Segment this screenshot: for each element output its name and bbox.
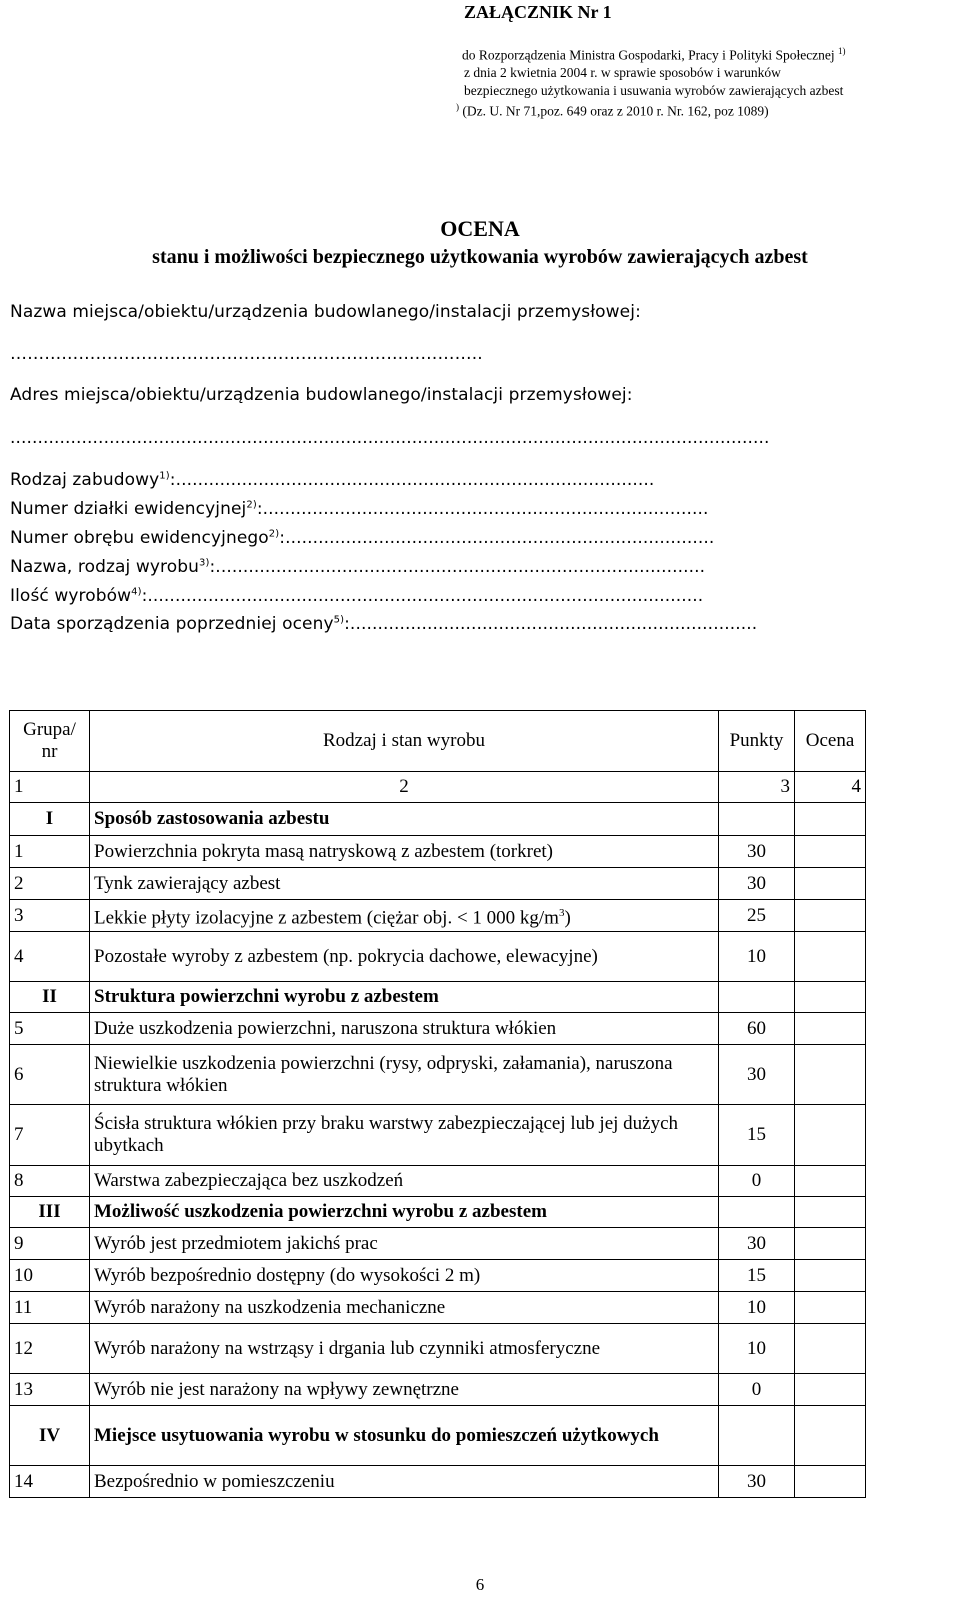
header-type: Rodzaj i stan wyrobu bbox=[90, 711, 719, 772]
row-description: Tynk zawierający azbest bbox=[90, 868, 719, 900]
row-grade-cell[interactable] bbox=[795, 1324, 866, 1374]
row-points: 60 bbox=[719, 1013, 795, 1045]
object-address-field[interactable]: .......................................................................................................................................... bbox=[10, 428, 770, 448]
table-row bbox=[10, 1324, 866, 1374]
row-points: 30 bbox=[719, 868, 795, 900]
row-number: 10 bbox=[10, 1260, 90, 1292]
table-row bbox=[10, 1466, 866, 1498]
row-number: 7 bbox=[10, 1105, 90, 1166]
row-points bbox=[719, 1406, 795, 1466]
row-grade-cell[interactable] bbox=[795, 868, 866, 900]
table-row bbox=[10, 1105, 866, 1166]
attachment-line-4: ) (Dz. U. Nr 71,poz. 649 oraz z 2010 r. Nr. 162, poz 1089) bbox=[456, 102, 769, 119]
previous-assessment-date-field[interactable]: Data sporządzenia poprzedniej oceny$^{5)}$:.......................................................................... bbox=[10, 614, 758, 634]
table-header-row bbox=[10, 711, 866, 772]
row-points bbox=[719, 1197, 795, 1228]
row-grade-cell[interactable] bbox=[795, 1013, 866, 1045]
row-description: Wyrób nie jest narażony na wpływy zewnętrzne bbox=[90, 1374, 719, 1406]
table-row bbox=[10, 1045, 866, 1105]
row-grade-cell[interactable] bbox=[795, 1292, 866, 1324]
table-row bbox=[10, 836, 866, 868]
table-row bbox=[10, 1374, 866, 1406]
quantity-field[interactable]: Ilość wyrobów$^{4)}$:..................................................................................................... bbox=[10, 586, 704, 606]
attachment-line-3: bezpiecznego użytkowania i usuwania wyrobów zawierających azbest bbox=[464, 82, 844, 98]
table-row bbox=[10, 1260, 866, 1292]
table-row bbox=[10, 1166, 866, 1197]
row-points: 10 bbox=[719, 1292, 795, 1324]
row-description: Pozostałe wyroby z azbestem (np. pokrycia dachowe, elewacyjne) bbox=[90, 932, 719, 982]
table-numbering-row bbox=[10, 772, 866, 803]
column-number: 2 bbox=[90, 772, 719, 803]
column-number: 3 bbox=[719, 772, 795, 803]
row-grade-cell[interactable] bbox=[795, 900, 866, 932]
attachment-title: ZAŁĄCZNIK Nr 1 bbox=[464, 2, 612, 22]
row-description: Wyrób bezpośrednio dostępny (do wysokości 2 m) bbox=[90, 1260, 719, 1292]
row-description: Warstwa zabezpieczająca bez uszkodzeń bbox=[90, 1166, 719, 1197]
plot-number-field[interactable]: Numer działki ewidencyjnej$^{2)}$:................................................................................. bbox=[10, 499, 709, 519]
row-number: II bbox=[10, 982, 90, 1013]
row-number: 6 bbox=[10, 1045, 90, 1105]
row-number: IV bbox=[10, 1406, 90, 1466]
row-points: 10 bbox=[719, 1324, 795, 1374]
row-grade-cell[interactable] bbox=[795, 932, 866, 982]
row-grade-cell[interactable] bbox=[795, 1260, 866, 1292]
row-number: I bbox=[10, 803, 90, 836]
row-points: 30 bbox=[719, 836, 795, 868]
header-grade: Ocena bbox=[795, 711, 866, 772]
row-number: 1 bbox=[10, 836, 90, 868]
attachment-reference bbox=[456, 43, 846, 120]
row-grade-cell[interactable] bbox=[795, 1105, 866, 1166]
row-number: 13 bbox=[10, 1374, 90, 1406]
table-row bbox=[10, 932, 866, 982]
product-name-field[interactable]: Nazwa, rodzaj wyrobu$^{3)}$:......................................................................................... bbox=[10, 557, 706, 577]
row-grade-cell[interactable] bbox=[795, 1228, 866, 1260]
row-number: 5 bbox=[10, 1013, 90, 1045]
attachment-line-2: z dnia 2 kwietnia 2004 r. w sprawie sposobów i warunków bbox=[464, 65, 781, 80]
row-description: Wyrób narażony na uszkodzenia mechaniczne bbox=[90, 1292, 719, 1324]
assessment-table bbox=[9, 710, 866, 1498]
document-subtitle: stanu i możliwości bezpiecznego użytkowania wyrobów zawierających azbest bbox=[152, 246, 808, 268]
row-description: Wyrób jest przedmiotem jakichś prac bbox=[90, 1228, 719, 1260]
table-row bbox=[10, 1228, 866, 1260]
precinct-number-field[interactable]: Numer obrębu ewidencyjnego$^{2)}$:.............................................................................. bbox=[10, 528, 715, 548]
row-grade-cell[interactable] bbox=[795, 1166, 866, 1197]
header-group: Grupa/ nr bbox=[10, 711, 90, 772]
row-description: Wyrób narażony na wstrząsy i drgania lub czynniki atmosferyczne bbox=[90, 1324, 719, 1374]
row-grade-cell[interactable] bbox=[795, 1374, 866, 1406]
row-points bbox=[719, 803, 795, 836]
row-points: 30 bbox=[719, 1466, 795, 1498]
row-points: 30 bbox=[719, 1045, 795, 1105]
row-number: 8 bbox=[10, 1166, 90, 1197]
row-grade-cell[interactable] bbox=[795, 1045, 866, 1105]
building-type-field[interactable]: Rodzaj zabudowy$^{1)}$:....................................................................................... bbox=[10, 470, 655, 490]
row-grade-cell[interactable] bbox=[795, 1406, 866, 1466]
row-number: 9 bbox=[10, 1228, 90, 1260]
row-points: 15 bbox=[719, 1105, 795, 1166]
page-number: 6 bbox=[475, 1575, 485, 1594]
row-grade-cell[interactable] bbox=[795, 982, 866, 1013]
table-row bbox=[10, 900, 866, 932]
row-points bbox=[719, 982, 795, 1013]
row-grade-cell[interactable] bbox=[795, 1466, 866, 1498]
table-section-row bbox=[10, 982, 866, 1013]
column-number: 4 bbox=[795, 772, 866, 803]
row-description: Powierzchnia pokryta masą natryskową z azbestem (torkret) bbox=[90, 836, 719, 868]
object-name-label: Nazwa miejsca/obiektu/urządzenia budowlanego/instalacji przemysłowej: bbox=[10, 302, 641, 322]
header-points: Punkty bbox=[719, 711, 795, 772]
row-description: Duże uszkodzenia powierzchni, naruszona struktura włókien bbox=[90, 1013, 719, 1045]
object-address-label: Adres miejsca/obiektu/urządzenia budowlanego/instalacji przemysłowej: bbox=[10, 385, 633, 405]
object-name-field[interactable]: ……………………………………………………………………….. bbox=[10, 344, 483, 364]
table-row bbox=[10, 1013, 866, 1045]
row-description: Lekkie płyty izolacyjne z azbestem (ciężar obj. < 1 000 $kg/m^3$) bbox=[90, 900, 719, 932]
row-number: III bbox=[10, 1197, 90, 1228]
row-number: 12 bbox=[10, 1324, 90, 1374]
document-title: OCENA bbox=[440, 216, 520, 241]
row-description: Ścisła struktura włókien przy braku warstwy zabezpieczającej lub jej dużych ubytkach bbox=[90, 1105, 719, 1166]
row-description: Bezpośrednio w pomieszczeniu bbox=[90, 1466, 719, 1498]
column-number: 1 bbox=[10, 772, 90, 803]
row-description: Sposób zastosowania azbestu bbox=[90, 803, 719, 836]
table-row bbox=[10, 1292, 866, 1324]
table-section-row bbox=[10, 803, 866, 836]
row-points: 30 bbox=[719, 1228, 795, 1260]
row-number: 14 bbox=[10, 1466, 90, 1498]
row-description: Miejsce usytuowania wyrobu w stosunku do pomieszczeń użytkowych bbox=[90, 1406, 719, 1466]
table-row bbox=[10, 868, 866, 900]
table-section-row bbox=[10, 1406, 866, 1466]
row-grade-cell[interactable] bbox=[795, 836, 866, 868]
row-points: 10 bbox=[719, 932, 795, 982]
row-number: 11 bbox=[10, 1292, 90, 1324]
row-points: 0 bbox=[719, 1166, 795, 1197]
row-points: 15 bbox=[719, 1260, 795, 1292]
row-description: Struktura powierzchni wyrobu z azbestem bbox=[90, 982, 719, 1013]
row-number: 3 bbox=[10, 900, 90, 932]
row-points: 0 bbox=[719, 1374, 795, 1406]
row-number: 2 bbox=[10, 868, 90, 900]
row-number: 4 bbox=[10, 932, 90, 982]
row-description: Możliwość uszkodzenia powierzchni wyrobu z azbestem bbox=[90, 1197, 719, 1228]
row-points: 25 bbox=[719, 900, 795, 932]
row-grade-cell[interactable] bbox=[795, 803, 866, 836]
table-section-row bbox=[10, 1197, 866, 1228]
row-grade-cell[interactable] bbox=[795, 1197, 866, 1228]
row-description: Niewielkie uszkodzenia powierzchni (rysy, odpryski, załamania), naruszona struktura włókien bbox=[90, 1045, 719, 1105]
attachment-line-1: do Rozporządzenia Ministra Gospodarki, Pracy i Polityki Społecznej $^{1)}$ bbox=[462, 46, 846, 63]
